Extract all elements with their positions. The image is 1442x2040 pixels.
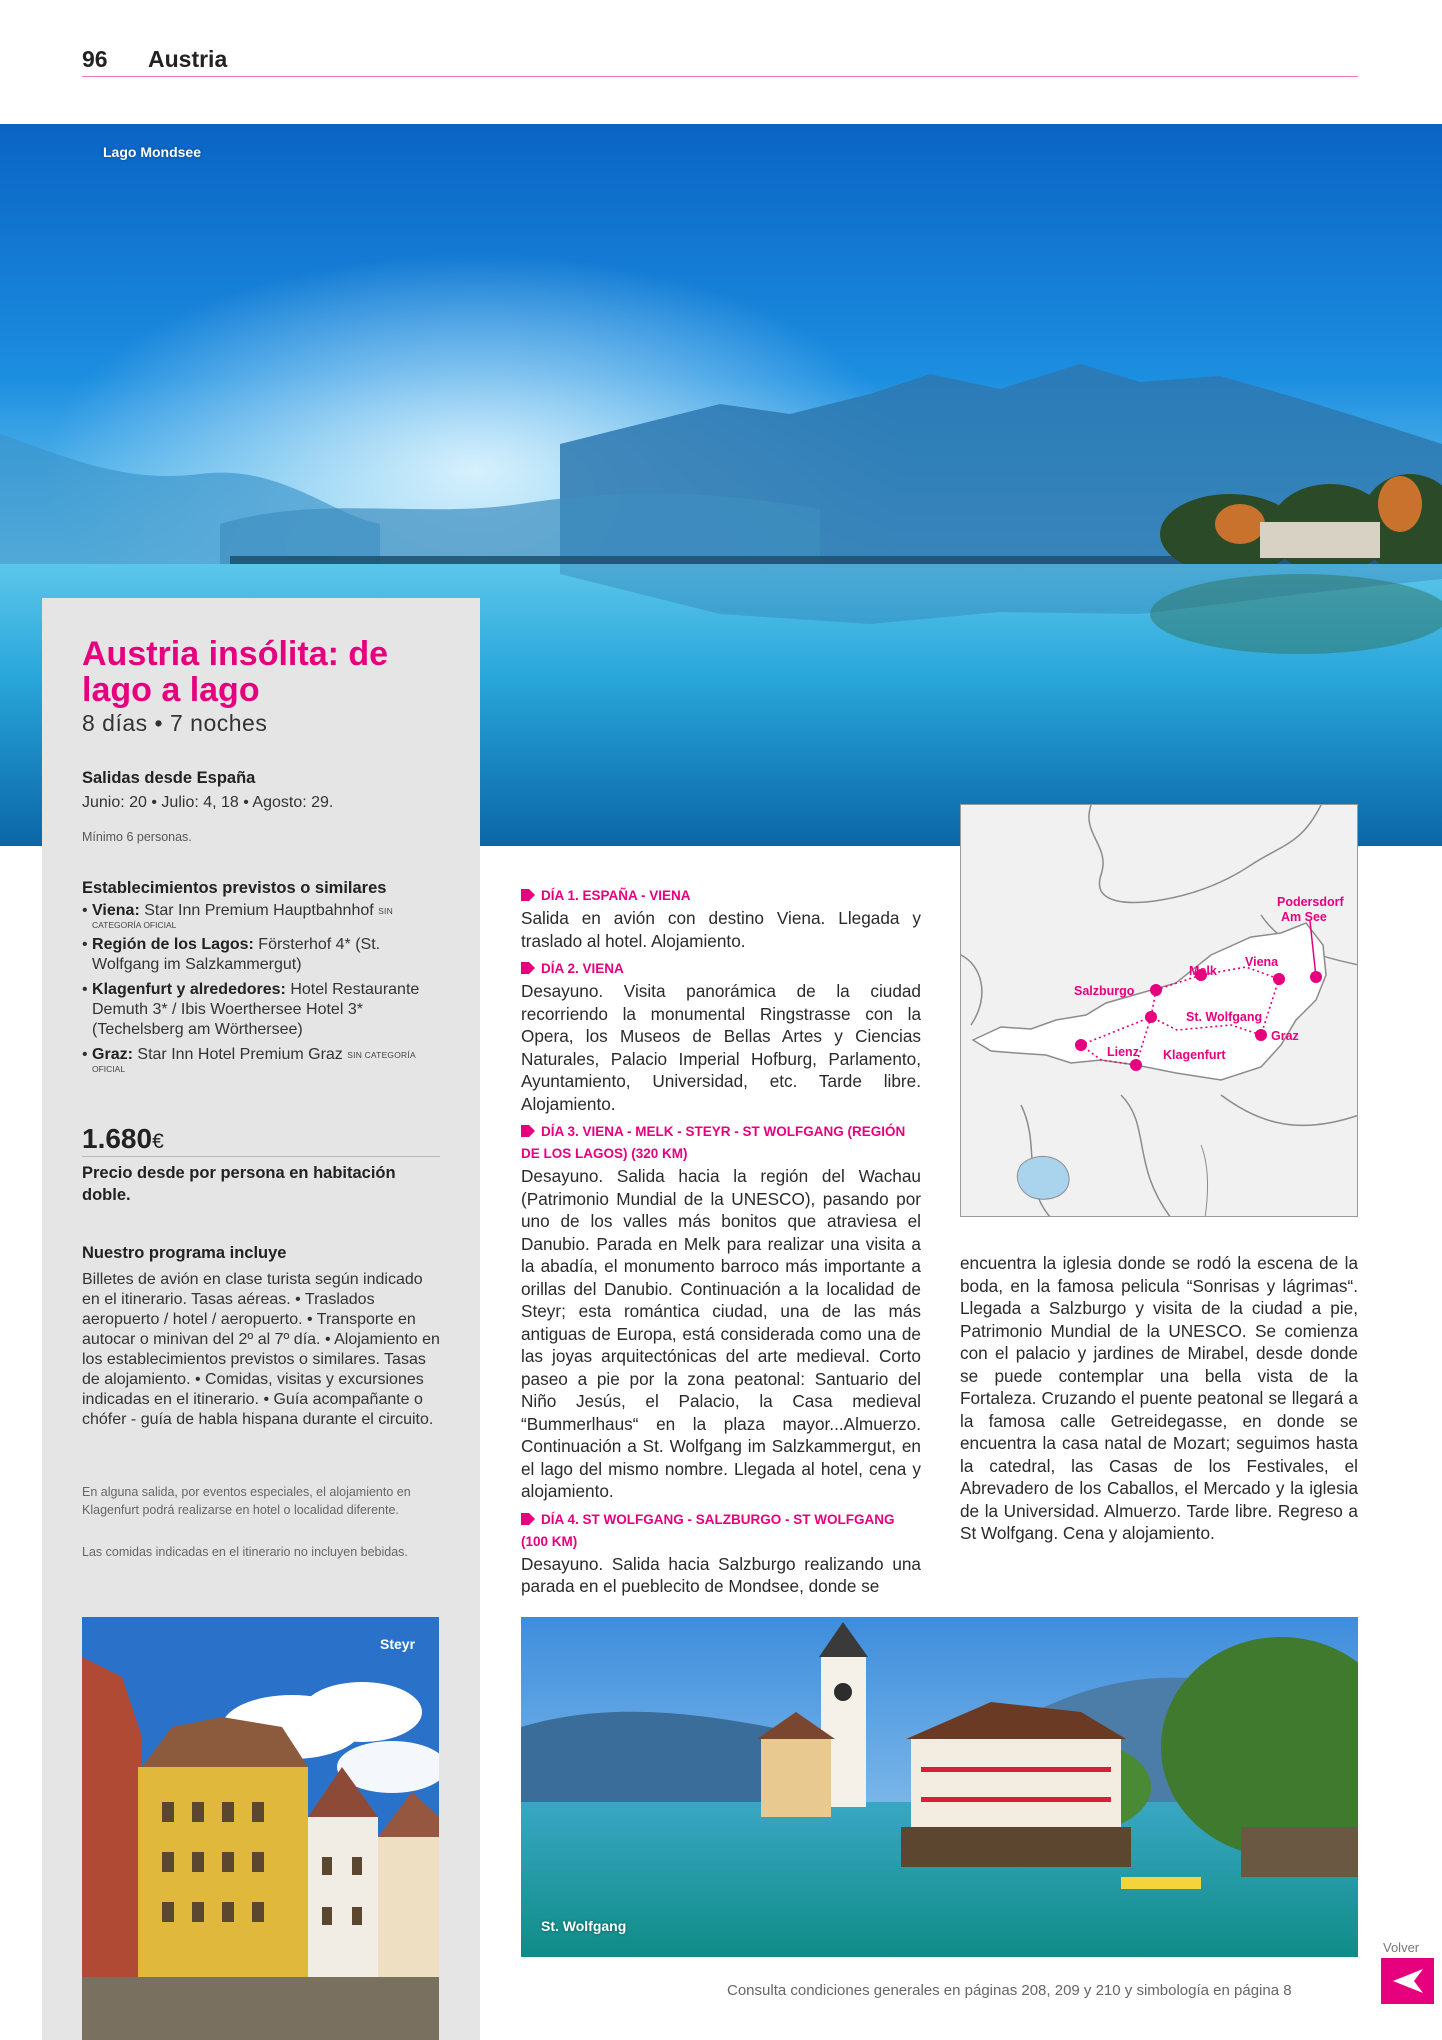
itinerary-continued: encuentra la iglesia donde se rodó la escena de la boda, en la famosa pelicula “Sonrisas y lágrimas“. Llegada a Salzburgo y visita de la ciudad a pie, Patrimonio Mundial de la UNESCO. Se comienza con el palacio y jardines de Mirabel, desde donde se puede contemplar una bella vista de la Fortaleza. Cruzando el puente peatonal se llegará a la famosa calle Getreidegasse, en donde se encuentra la casa natal de Mozart; seguimos hasta la catedral, las Casas de los Festivales, el Abrevadero de los Caballos, el Mercado y la iglesia de la Universidad. Almuerzo. Tarde libre. Regreso a St Wolfgang. Cena y alojamiento. [960, 1253, 1358, 1543]
day-marker-icon [521, 1513, 535, 1525]
hotel-city: Graz: [92, 1046, 133, 1063]
price-note: Precio desde por persona en habitación doble. [82, 1164, 396, 1204]
day-marker-icon [521, 1125, 535, 1137]
day-heading-text: DÍA 1. ESPAÑA - VIENA [541, 888, 691, 903]
hotel-item-lagos: • Región de los Lagos: Försterhof 4* (St. Wolfgang im Salzkammergut) [82, 936, 381, 973]
day-3-text: Desayuno. Salida hacia la región del Wachau (Patrimonio Mundial de la UNESCO), pasando por uno de los valles más bonitos que atraviesa el Danubio. Parada en Melk para realizar una visita a la abadía, el monumento barroco más importante a orillas del Danubio. Continuación a la localidad de Steyr; esta romántica ciudad, una de las más antiguas de Europa, está considerada como una de las joyas arquitectónicas del arte medieval. Corto paseo a pie por la zona peatonal: Santuario del Niño Jesús, el Palacio, la Casa medieval “Bummerlhaus“ en la plaza mayor...Almuerzo. Continuación a St. Wolfgang im Salzkammergut, en el lago del mismo nombre. Llegada al hotel, cena y alojamiento. [521, 1166, 921, 1501]
map-label-st-wolfgang: St. Wolfgang [1186, 1010, 1263, 1024]
map-label-lienz: Lienz [1107, 1045, 1139, 1059]
footnote-meals: Las comidas indicadas en el itinerario no incluyen bebidas. [82, 1545, 408, 1559]
hotel-category-line: CATEGORÍA OFICIAL [92, 920, 177, 930]
day-marker-icon [521, 889, 535, 901]
footer-conditions-note: Consulta condiciones generales en páginas 208, 209 y 210 y simbología en página 8 [727, 1982, 1292, 1999]
day-2-text: Desayuno. Visita panorámica de la ciudad recorriendo la monumental Ringstrasse con la Opera, los Museos de Bellas Artes y Ciencias Naturales, Palacio Imperial Hofburg, Parlamento, Ayuntamiento, Universidad, etc. Tarde libre. Alojamiento. [521, 981, 921, 1114]
photo-st-wolfgang [521, 1617, 1358, 1957]
includes-heading: Nuestro programa incluye [82, 1244, 287, 1262]
itinerary-column [521, 879, 921, 1598]
footnote-klagenfurt: En alguna salida, por eventos especiales, el alojamiento en Klagenfurt podrá realizarse en hotel o localidad diferente. [82, 1485, 411, 1517]
day-3-heading [521, 1121, 921, 1165]
hotel-category: SIN [378, 906, 393, 916]
trip-duration: 8 días • 7 noches [82, 710, 268, 736]
section-title: Austria [148, 46, 228, 72]
photo-steyr [82, 1617, 439, 2040]
departures-heading: Salidas desde España [82, 769, 256, 787]
hotel-city: Klagenfurt y alrededores: [92, 981, 286, 998]
day-1-text: Salida en avión con destino Viena. Llegada y traslado al hotel. Alojamiento. [521, 908, 921, 951]
hotel-city: Región de los Lagos: [92, 936, 254, 953]
st-wolfgang-caption: St. Wolfgang [541, 1918, 627, 1934]
hotel-name: Star Inn Hotel Premium Graz [137, 1046, 343, 1063]
day-heading-text: DÍA 4. ST WOLFGANG - SALZBURGO - ST WOLFGANG (100 KM) [521, 1511, 895, 1549]
hotel-city: Viena: [92, 902, 140, 919]
hotels-heading: Establecimientos previstos o similares [82, 879, 387, 897]
price-divider [82, 1156, 440, 1157]
map-label-am-see: Am See [1281, 910, 1327, 924]
hotel-item-graz: • Graz: Star Inn Hotel Premium Graz $^{SIN CATEGORÍA}$ OFICIAL [82, 1045, 447, 1074]
departures-dates: Junio: 20 • Julio: 4, 18 • Agosto: 29. [82, 794, 334, 811]
includes-text: Billetes de avión en clase turista según indicado en el itinerario. Tasas aéreas. • Traslados aeropuerto / hotel / aeropuerto. • Transporte en autocar o minivan del 2º al 7º día. • Alojamiento en los establecimientos previstos o similares. Tasas de alojamiento. • Comidas, visitas y excursiones indicadas en el itinerario. • Guía acompañante o chófer - guía de habla hispana durante el circuito. [82, 1271, 440, 1428]
hotel-name: Star Inn Premium Hauptbahnhof [144, 902, 374, 919]
trip-title: Austria insólita: de lago a lago [82, 635, 389, 709]
hotel-category: SIN CATEGORÍA [347, 1050, 416, 1060]
day-heading-text: DÍA 2. VIENA [541, 961, 624, 976]
min-persons-note: Mínimo 6 personas. [82, 830, 192, 844]
route-map [960, 804, 1358, 1217]
map-label-graz: Graz [1271, 1029, 1299, 1043]
map-label-podersdorf: Podersdorf [1277, 895, 1344, 909]
day-4-text: Desayuno. Salida hacia Salzburgo realizando una parada en el pueblecito de Mondsee, donde se [521, 1553, 921, 1596]
hero-caption: Lago Mondsee [103, 144, 202, 160]
steyr-caption: Steyr [380, 1636, 416, 1652]
day-1-heading [521, 885, 921, 907]
day-heading-text: DÍA 3. VIENA - MELK - STEYR - ST WOLFGANG (REGIÓN DE LOS LAGOS) (320 KM) [521, 1124, 906, 1161]
hotel-name: Hotel Restaurante Demuth 3* / Ibis Woerthersee Hotel 3* (Techelsberg am Wörthersee) [92, 981, 420, 1038]
map-label-melk: Melk [1189, 964, 1217, 978]
back-button[interactable] [1381, 1958, 1434, 2004]
price-currency: € [152, 1130, 164, 1153]
map-label-salzburgo: Salzburgo [1074, 984, 1135, 998]
header-divider [82, 76, 1358, 77]
day-marker-icon [521, 962, 535, 974]
day-4-heading [521, 1509, 921, 1553]
back-arrow-icon [1393, 1969, 1423, 1993]
page-number: 96 [82, 46, 108, 72]
day-2-heading [521, 958, 921, 980]
map-label-klagenfurt: Klagenfurt [1163, 1048, 1226, 1062]
hotel-item-klagenfurt: • Klagenfurt y alrededores: Hotel Restaurante Demuth 3* / Ibis Woerthersee Hotel 3* (Techelsberg am Wörthersee) [82, 981, 420, 1038]
hotel-item-viena: • Viena: Star Inn Premium Hauptbahnhof $^{SIN}$ CATEGORÍA OFICIAL [82, 901, 447, 930]
hotel-name: Försterhof 4* (St. Wolfgang im Salzkammergut) [92, 936, 381, 973]
hotel-list [82, 901, 447, 1079]
map-label-viena: Viena [1245, 955, 1279, 969]
hotel-category-line: OFICIAL [92, 1064, 126, 1074]
price-value: 1.680 [82, 1123, 153, 1154]
back-label: Volver [1383, 1940, 1420, 1955]
price [82, 1123, 164, 1155]
